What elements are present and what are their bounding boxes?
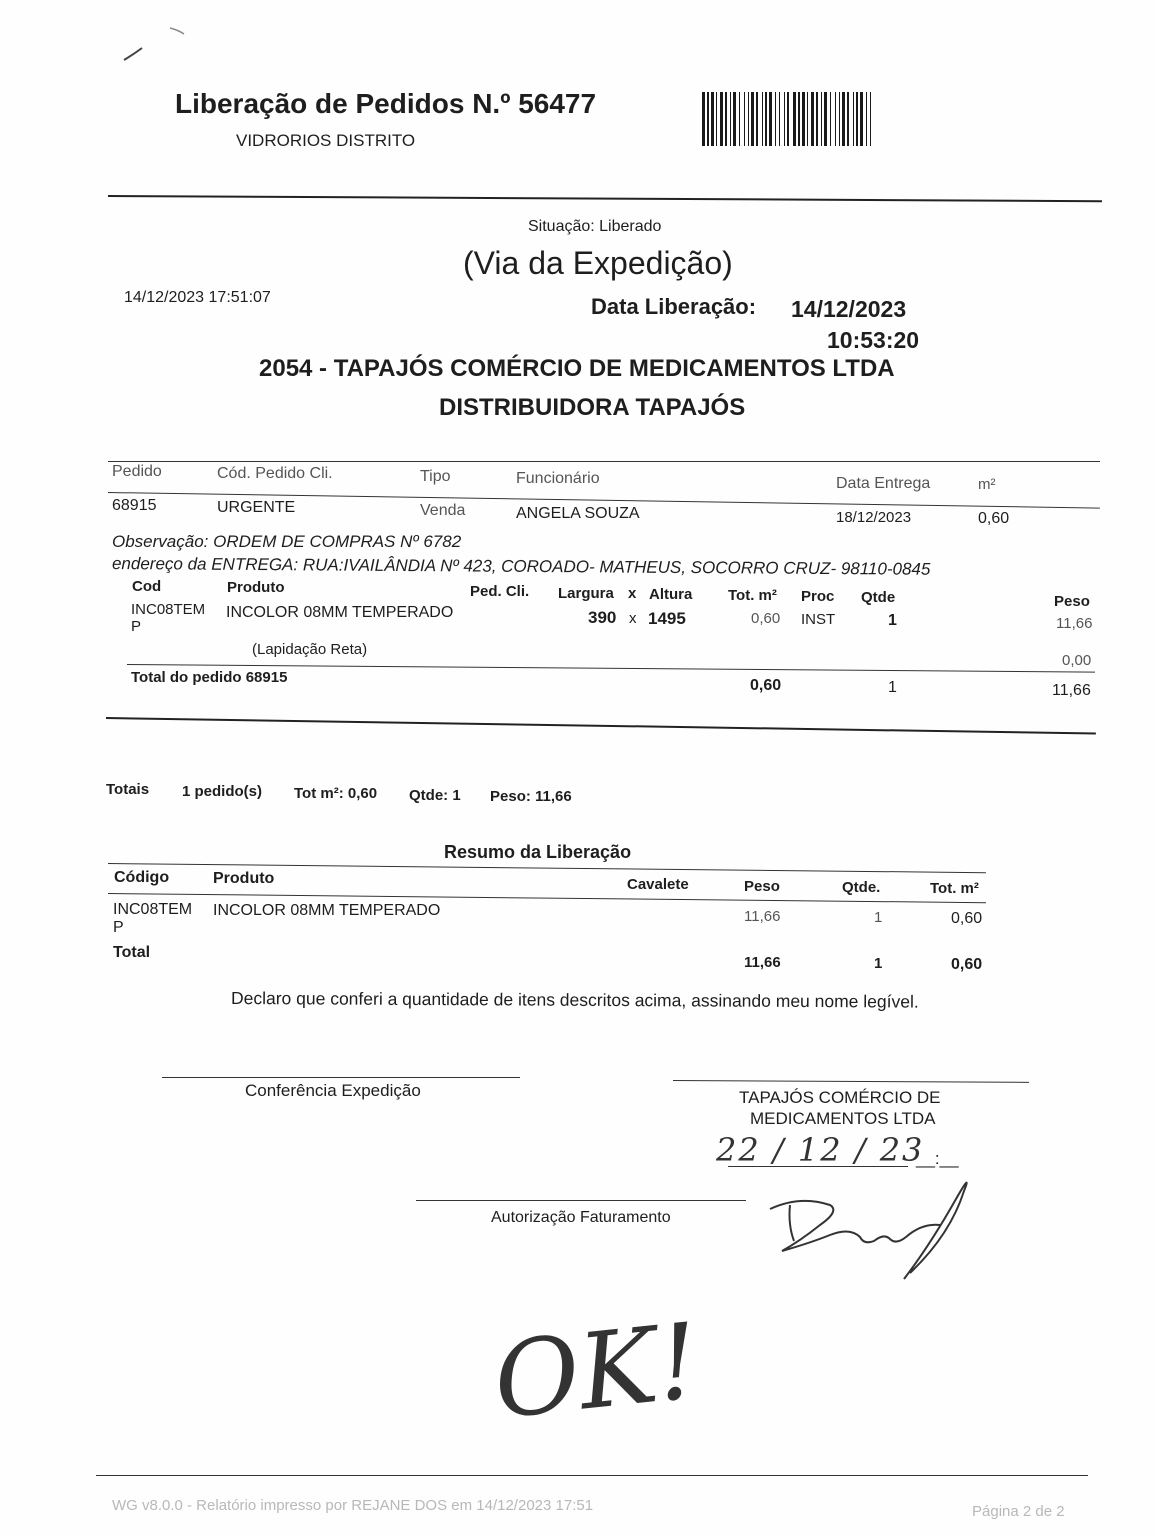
- printed-at: 14/12/2023 17:51:07: [124, 289, 271, 306]
- order-total-m2: 0,60: [750, 677, 782, 694]
- item-lapidacao-peso: 0,00: [1062, 652, 1092, 669]
- order-total-peso: 11,66: [1052, 682, 1091, 699]
- handwritten-ok: OK!: [488, 1299, 705, 1443]
- scan-marks: [118, 20, 198, 70]
- release-date: 14/12/2023: [791, 296, 907, 322]
- item-header-peso: Peso: [1054, 593, 1090, 610]
- item-header-ped-cli: Ped. Cli.: [470, 583, 530, 600]
- endereco-entrega: endereço da ENTREGA: RUA:IVAILÂNDIA Nº 423, COROADO- MATHEUS, SOCORRO CRUZ- 98110-0845: [111, 554, 931, 579]
- autorizacao-label: Autorização Faturamento: [491, 1209, 671, 1226]
- summary-total-qtde: 1: [874, 955, 883, 972]
- totals-label: Totais: [106, 781, 150, 798]
- time-placeholder: __:__: [916, 1149, 959, 1168]
- item-header-x: x: [628, 585, 637, 602]
- summary-header-cavalete: Cavalete: [627, 876, 689, 893]
- summary-header-tot-m2: Tot. m²: [930, 880, 979, 897]
- client-name: 2054 - TAPAJÓS COMÉRCIO DE MEDICAMENTOS LTDA: [259, 355, 895, 382]
- summary-row-peso: 11,66: [744, 908, 781, 925]
- footer-page-number: Página 2 de 2: [972, 1503, 1065, 1520]
- handwritten-signature: [760, 1165, 980, 1285]
- item-proc: INST: [801, 611, 836, 628]
- client-subtitle: DISTRIBUIDORA TAPAJÓS: [439, 394, 746, 421]
- order-data-entrega: 18/12/2023: [836, 509, 912, 526]
- summary-header-qtde: Qtde.: [842, 879, 881, 896]
- item-cod-cont: P: [131, 618, 142, 635]
- totals-m2: Tot m²: 0,60: [294, 785, 378, 802]
- company-sign-line1: TAPAJÓS COMÉRCIO DE: [739, 1088, 941, 1107]
- observacao: Observação: ORDEM DE COMPRAS Nº 6782: [112, 532, 462, 551]
- company-sign-line2: MEDICAMENTOS LTDA: [750, 1109, 936, 1128]
- order-funcionario: ANGELA SOUZA: [516, 505, 640, 522]
- summary-title: Resumo da Liberação: [444, 842, 632, 862]
- item-header-altura: Altura: [649, 586, 693, 603]
- item-header-produto: Produto: [227, 579, 285, 596]
- signature-line-company: [673, 1080, 1029, 1083]
- company-name: VIDRORIOS DISTRITO: [236, 131, 416, 150]
- header-data-entrega: Data Entrega: [836, 475, 931, 492]
- item-header-qtde: Qtde: [861, 589, 896, 606]
- conferencia-label: Conferência Expedição: [245, 1081, 421, 1100]
- item-peso: 11,66: [1056, 615, 1093, 632]
- item-lapidacao: (Lapidação Reta): [252, 641, 368, 658]
- item-header-proc: Proc: [801, 588, 835, 605]
- totals-qtde: Qtde: 1: [409, 787, 461, 804]
- document-title: Liberação de Pedidos N.º 56477: [175, 88, 597, 119]
- header-funcionario: Funcionário: [516, 470, 600, 487]
- order-pedido: 68915: [112, 497, 157, 514]
- summary-row-codigo-cont: P: [113, 919, 124, 936]
- release-time: 10:53:20: [827, 327, 920, 353]
- item-x: x: [629, 610, 637, 627]
- declaration-text: Declaro que conferi a quantidade de itens descritos acima, assinando meu nome legível.: [230, 988, 919, 1012]
- summary-row-codigo: INC08TEM: [113, 901, 193, 918]
- header-pedido: Pedido: [112, 463, 162, 480]
- status-text: Situação: Liberado: [528, 218, 662, 235]
- handwritten-date: 22 / 12 / 23: [716, 1131, 925, 1169]
- item-cod: INC08TEM: [131, 601, 206, 618]
- signature-line-autorizacao: [416, 1200, 746, 1201]
- summary-total-tot-m2: 0,60: [951, 956, 983, 973]
- item-produto: INCOLOR 08MM TEMPERADO: [226, 604, 454, 621]
- summary-header-produto: Produto: [213, 870, 275, 887]
- item-header-tot-m2: Tot. m²: [728, 587, 777, 604]
- totals-peso: Peso: 11,66: [490, 788, 572, 805]
- summary-row-qtde: 1: [874, 909, 883, 926]
- summary-row-tot-m2: 0,60: [951, 910, 983, 927]
- order-total-qtde: 1: [888, 679, 897, 696]
- header-m2: m²: [978, 476, 996, 493]
- order-m2: 0,60: [978, 510, 1010, 527]
- summary-header-peso: Peso: [744, 878, 780, 895]
- footer-rule: [96, 1475, 1088, 1476]
- totals-pedidos: 1 pedido(s): [182, 783, 263, 800]
- item-header-largura: Largura: [558, 585, 614, 602]
- release-label: Data Liberação:: [591, 294, 757, 319]
- summary-header-codigo: Código: [114, 869, 170, 886]
- summary-total-label: Total: [113, 944, 151, 961]
- item-tot-m2: 0,60: [751, 610, 781, 627]
- summary-row-produto: INCOLOR 08MM TEMPERADO: [213, 902, 441, 919]
- header-cod-pedido: Cód. Pedido Cli.: [217, 465, 333, 482]
- via-title: (Via da Expedição): [463, 245, 733, 281]
- item-header-cod: Cod: [132, 578, 162, 595]
- item-altura: 1495: [648, 609, 686, 628]
- header-tipo: Tipo: [420, 468, 451, 485]
- signature-line-conferencia: [162, 1077, 520, 1078]
- footer-report-info: WG v8.0.0 - Relatório impresso por REJANE DOS em 14/12/2023 17:51: [112, 1497, 594, 1514]
- order-cod: URGENTE: [217, 499, 296, 516]
- divider: [108, 195, 1102, 202]
- table-bottom-rule: [106, 717, 1096, 735]
- summary-total-peso: 11,66: [744, 954, 781, 971]
- order-total-label: Total do pedido 68915: [131, 669, 288, 686]
- table-top-rule: [108, 461, 1100, 462]
- item-qtde: 1: [888, 612, 897, 629]
- barcode: [700, 92, 876, 146]
- item-largura: 390: [588, 608, 617, 627]
- order-tipo: Venda: [420, 502, 466, 519]
